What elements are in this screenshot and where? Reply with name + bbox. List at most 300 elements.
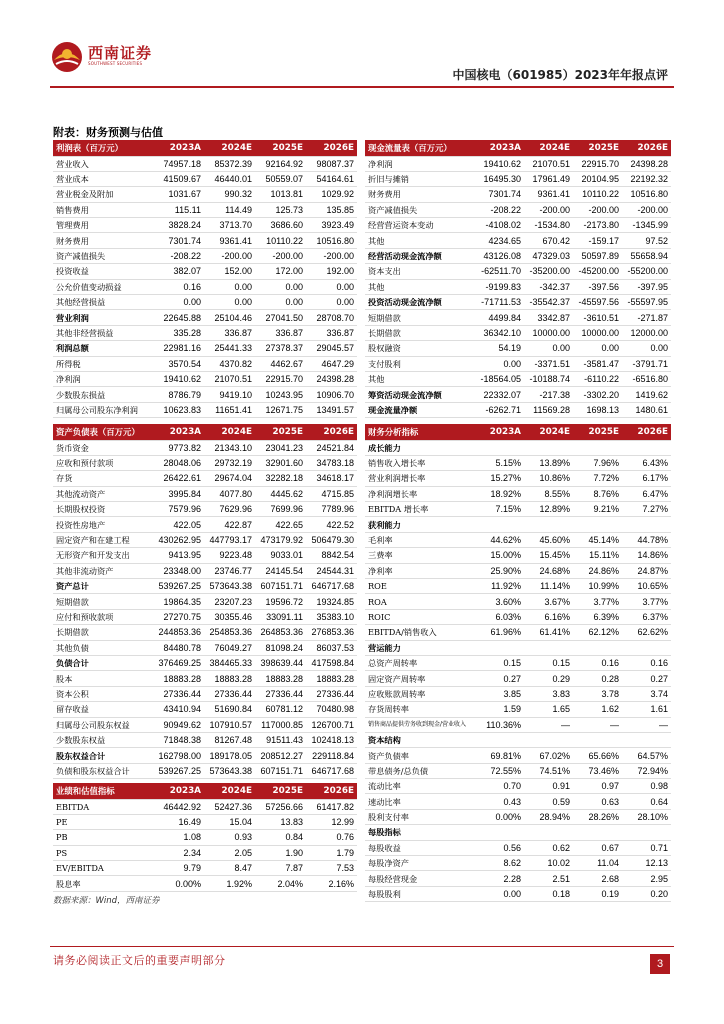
table-row <box>365 671 671 686</box>
cell-value <box>475 440 524 455</box>
cell-value: -2173.80 <box>573 218 622 233</box>
cell-value: 11651.41 <box>204 402 255 417</box>
table-row <box>365 471 671 486</box>
cell-value: 97.52 <box>622 233 671 248</box>
cell-value: 7301.74 <box>153 233 204 248</box>
cell-value: 4445.62 <box>255 486 306 501</box>
year-header: 2025E <box>573 424 622 440</box>
cell-value: — <box>573 717 622 732</box>
row-label: 应收账款周转率 <box>365 686 475 701</box>
table-row <box>53 218 357 233</box>
cell-value: 57256.66 <box>255 799 306 814</box>
cell-value: 107910.57 <box>204 717 255 732</box>
table-row <box>53 845 357 860</box>
cell-value: 67.02% <box>524 748 573 763</box>
table-row <box>53 702 357 717</box>
cell-value: -1345.99 <box>622 218 671 233</box>
cell-value: 12.99 <box>306 814 357 829</box>
row-label: 股东权益合计 <box>53 748 153 763</box>
cell-value: 76049.27 <box>204 640 255 655</box>
cell-value <box>622 440 671 455</box>
year-header: 2026E <box>622 140 671 156</box>
cell-value: -45597.56 <box>573 295 622 310</box>
table-row <box>53 455 357 470</box>
year-header: 2026E <box>306 424 357 440</box>
cell-value: 18.92% <box>475 486 524 501</box>
cell-value: 0.62 <box>524 840 573 855</box>
cell-value: 3.74 <box>622 686 671 701</box>
row-label: PB <box>53 830 153 845</box>
cell-value: -9199.83 <box>475 279 524 294</box>
cell-value: 32282.18 <box>255 471 306 486</box>
cell-value: -6516.80 <box>622 371 671 386</box>
table-title: 利润表（百万元） <box>53 140 153 156</box>
cell-value <box>524 732 573 747</box>
row-label: 每股经营现金 <box>365 871 475 886</box>
cell-value: 62.12% <box>573 625 622 640</box>
cell-value: 15.00% <box>475 548 524 563</box>
table-row <box>53 655 357 670</box>
cell-value: 0.15 <box>524 655 573 670</box>
cell-value: 0.00 <box>475 886 524 901</box>
cell-value: 23041.23 <box>255 440 306 455</box>
cell-value: 27336.44 <box>306 686 357 701</box>
cell-value: 54.19 <box>475 341 524 356</box>
cell-value: 473179.92 <box>255 532 306 547</box>
row-label: 净利润 <box>53 371 153 386</box>
table-row <box>53 402 357 417</box>
row-label: 总资产周转率 <box>365 655 475 670</box>
row-label: 资本结构 <box>365 732 475 747</box>
cell-value: 430262.95 <box>153 532 204 547</box>
table-row <box>53 563 357 578</box>
cell-value: 27336.44 <box>204 686 255 701</box>
cell-value: -200.00 <box>306 248 357 263</box>
cell-value: 6.03% <box>475 609 524 624</box>
row-label: 资产总计 <box>53 579 153 594</box>
cell-value: 23348.00 <box>153 563 204 578</box>
row-label: PE <box>53 814 153 829</box>
table-header-row <box>365 140 671 156</box>
cell-value: 54164.61 <box>306 171 357 186</box>
cell-value: 5.15% <box>475 455 524 470</box>
cell-value: 15.45% <box>524 548 573 563</box>
cell-value: -6110.22 <box>573 371 622 386</box>
row-label: 留存收益 <box>53 702 153 717</box>
cell-value: 28048.06 <box>153 455 204 470</box>
table-row <box>53 799 357 814</box>
cell-value: 72.94% <box>622 763 671 778</box>
cell-value: 91511.43 <box>255 732 306 747</box>
cell-value: 43410.94 <box>153 702 204 717</box>
cell-value: 15.11% <box>573 548 622 563</box>
table-row <box>365 310 671 325</box>
cell-value: 7699.96 <box>255 502 306 517</box>
table-row <box>365 233 671 248</box>
cell-value: 0.18 <box>524 886 573 901</box>
cell-value: 0.00 <box>204 279 255 294</box>
cell-value: 0.00 <box>204 295 255 310</box>
cell-value: 90949.62 <box>153 717 204 732</box>
cell-value: 7.15% <box>475 502 524 517</box>
table-row <box>53 325 357 340</box>
cell-value: 3995.84 <box>153 486 204 501</box>
cell-value: 4647.29 <box>306 356 357 371</box>
table-row <box>365 502 671 517</box>
cell-value: 41509.67 <box>153 171 204 186</box>
cell-value: 27270.75 <box>153 609 204 624</box>
cell-value: 23207.23 <box>204 594 255 609</box>
cell-value: 8.55% <box>524 486 573 501</box>
cell-value: 4370.82 <box>204 356 255 371</box>
cell-value: 22915.70 <box>573 156 622 171</box>
cell-value: 3.83 <box>524 686 573 701</box>
cell-value: 22915.70 <box>255 371 306 386</box>
cell-value: 27378.37 <box>255 341 306 356</box>
cell-value: 0.84 <box>255 830 306 845</box>
cell-value: 32901.60 <box>255 455 306 470</box>
cell-value: 30355.46 <box>204 609 255 624</box>
cell-value: 10000.00 <box>573 325 622 340</box>
table-row <box>365 748 671 763</box>
cell-value: 3686.60 <box>255 218 306 233</box>
cell-value: 43126.08 <box>475 248 524 263</box>
table-row <box>53 356 357 371</box>
cell-value: 8842.54 <box>306 548 357 563</box>
year-header: 2025E <box>255 783 306 799</box>
cell-value: 69.81% <box>475 748 524 763</box>
cell-value: 3570.54 <box>153 356 204 371</box>
cell-value: 2.16% <box>306 876 357 891</box>
table-title: 财务分析指标 <box>365 424 475 440</box>
row-label: 支付股利 <box>365 356 475 371</box>
cell-value: 34618.17 <box>306 471 357 486</box>
cell-value: 44.78% <box>622 532 671 547</box>
table-row <box>53 532 357 547</box>
cell-value: 1.65 <box>524 702 573 717</box>
valuation-table <box>53 783 357 892</box>
row-label: 投资性房地产 <box>53 517 153 532</box>
row-label: 长期借款 <box>365 325 475 340</box>
cell-value: 11569.28 <box>524 402 573 417</box>
table-row <box>53 625 357 640</box>
cell-value: 0.00 <box>622 341 671 356</box>
cell-value: 24.87% <box>622 563 671 578</box>
row-label: 固定资产和在建工程 <box>53 532 153 547</box>
cell-value: 60781.12 <box>255 702 306 717</box>
cell-value: 276853.36 <box>306 625 357 640</box>
cell-value: -200.00 <box>204 248 255 263</box>
row-label: 获利能力 <box>365 517 475 532</box>
row-label: 财务费用 <box>365 187 475 202</box>
company-logo <box>50 40 180 74</box>
cell-value: 11.14% <box>524 579 573 594</box>
cell-value: 6.47% <box>622 486 671 501</box>
row-label: 短期借款 <box>365 310 475 325</box>
table-row <box>365 371 671 386</box>
row-label: ROIC <box>365 609 475 624</box>
logo-subtitle: SOUTHWEST SECURITIES <box>88 61 143 66</box>
row-label: 净利润增长率 <box>365 486 475 501</box>
cell-value: 8.76% <box>573 486 622 501</box>
cell-value: 13.83 <box>255 814 306 829</box>
row-label: 股本 <box>53 671 153 686</box>
table-row <box>365 732 671 747</box>
cell-value: 22192.32 <box>622 171 671 186</box>
cell-value: 336.87 <box>255 325 306 340</box>
cell-value: -62511.70 <box>475 264 524 279</box>
cell-value <box>475 517 524 532</box>
cell-value: 115.11 <box>153 202 204 217</box>
row-label: 每股收益 <box>365 840 475 855</box>
header-divider <box>50 86 674 88</box>
table-row <box>365 248 671 263</box>
cell-value: 23746.77 <box>204 563 255 578</box>
cell-value: 1.59 <box>475 702 524 717</box>
row-label: 股息率 <box>53 876 153 891</box>
cell-value: 4715.85 <box>306 486 357 501</box>
cell-value: 9419.10 <box>204 387 255 402</box>
cell-value: -159.17 <box>573 233 622 248</box>
cell-value: 7.53 <box>306 861 357 876</box>
cell-value: 264853.36 <box>255 625 306 640</box>
row-label: 每股股利 <box>365 886 475 901</box>
cell-value <box>622 825 671 840</box>
cell-value: 7301.74 <box>475 187 524 202</box>
cell-value: 24544.31 <box>306 563 357 578</box>
table-row <box>53 471 357 486</box>
cell-value: 0.71 <box>622 840 671 855</box>
row-label: 应收和预付款项 <box>53 455 153 470</box>
cell-value: 573643.38 <box>204 579 255 594</box>
cell-value: -342.37 <box>524 279 573 294</box>
row-label: 销售收入增长率 <box>365 455 475 470</box>
cell-value: 422.52 <box>306 517 357 532</box>
cell-value: 3.85 <box>475 686 524 701</box>
cell-value: 2.68 <box>573 871 622 886</box>
cell-value: 3342.87 <box>524 310 573 325</box>
row-label: 其他负债 <box>53 640 153 655</box>
cell-value: 24145.54 <box>255 563 306 578</box>
cell-value: 10.02 <box>524 856 573 871</box>
cell-value: 0.63 <box>573 794 622 809</box>
row-label: 销售费用 <box>53 202 153 217</box>
cell-value: 7.27% <box>622 502 671 517</box>
disclaimer-notice: 请务必阅读正文后的重要声明部分 <box>53 954 226 967</box>
cell-value: 28.94% <box>524 809 573 824</box>
cell-value: 0.43 <box>475 794 524 809</box>
table-row <box>365 295 671 310</box>
cell-value: -271.87 <box>622 310 671 325</box>
page-number: 3 <box>650 954 670 974</box>
cell-value: 10110.22 <box>573 187 622 202</box>
cell-value: 72.55% <box>475 763 524 778</box>
cell-value: 11.04 <box>573 856 622 871</box>
cell-value: 0.16 <box>153 279 204 294</box>
table-row <box>365 871 671 886</box>
table-row <box>53 686 357 701</box>
table-row <box>365 779 671 794</box>
table-row <box>53 517 357 532</box>
row-label: 利润总额 <box>53 341 153 356</box>
table-row <box>365 202 671 217</box>
cell-value: 24521.84 <box>306 440 357 455</box>
cell-value: -200.00 <box>573 202 622 217</box>
cell-value: 1029.92 <box>306 187 357 202</box>
cell-value: 172.00 <box>255 264 306 279</box>
cell-value: -3302.20 <box>573 387 622 402</box>
cell-value: 376469.25 <box>153 655 204 670</box>
cell-value: 254853.36 <box>204 625 255 640</box>
cell-value: 71848.38 <box>153 732 204 747</box>
table-row <box>53 156 357 171</box>
row-label: 营运能力 <box>365 640 475 655</box>
table-row <box>365 402 671 417</box>
cell-value: 9.79 <box>153 861 204 876</box>
cell-value: 189178.05 <box>204 748 255 763</box>
cell-value: 3.77% <box>573 594 622 609</box>
cell-value: 64.57% <box>622 748 671 763</box>
cell-value: 46440.01 <box>204 171 255 186</box>
cell-value: 81267.48 <box>204 732 255 747</box>
row-label: 负债合计 <box>53 655 153 670</box>
cell-value: -35200.00 <box>524 264 573 279</box>
row-label: 经营营运资本变动 <box>365 218 475 233</box>
cell-value: 24.86% <box>573 563 622 578</box>
row-label: 少数股东权益 <box>53 732 153 747</box>
income-statement-table <box>53 140 357 418</box>
cell-value: 10.86% <box>524 471 573 486</box>
year-header: 2026E <box>306 140 357 156</box>
cell-value <box>475 825 524 840</box>
year-header: 2023A <box>153 424 204 440</box>
table-row <box>365 579 671 594</box>
table-row <box>53 579 357 594</box>
cell-value: 18883.28 <box>255 671 306 686</box>
cell-value: 7629.96 <box>204 502 255 517</box>
cell-value: 117000.85 <box>255 717 306 732</box>
cell-value: 0.20 <box>622 886 671 901</box>
cell-value: 65.66% <box>573 748 622 763</box>
row-label: EBITDA <box>53 799 153 814</box>
cell-value: 47329.03 <box>524 248 573 263</box>
year-header: 2024E <box>524 424 573 440</box>
table-row <box>53 264 357 279</box>
cell-value: -6262.71 <box>475 402 524 417</box>
row-label: EV/EBITDA <box>53 861 153 876</box>
table-row <box>53 640 357 655</box>
table-row <box>53 295 357 310</box>
cell-value: 1419.62 <box>622 387 671 402</box>
row-label: 毛利率 <box>365 532 475 547</box>
cell-value: 52427.36 <box>204 799 255 814</box>
cell-value: 62.62% <box>622 625 671 640</box>
row-label: 投资活动现金流净额 <box>365 295 475 310</box>
cell-value: 70480.98 <box>306 702 357 717</box>
row-label: 经营活动现金流净额 <box>365 248 475 263</box>
cell-value: 86037.53 <box>306 640 357 655</box>
cell-value: 73.46% <box>573 763 622 778</box>
cell-value: 3.78 <box>573 686 622 701</box>
cell-value: 84480.78 <box>153 640 204 655</box>
cell-value: 3.60% <box>475 594 524 609</box>
row-label: 每股净资产 <box>365 856 475 871</box>
row-label: 归属母公司股东净利润 <box>53 402 153 417</box>
table-row <box>365 264 671 279</box>
cell-value: 2.95 <box>622 871 671 886</box>
cell-value: -35542.37 <box>524 295 573 310</box>
row-label: 资本支出 <box>365 264 475 279</box>
table-row <box>53 594 357 609</box>
cell-value: 85372.39 <box>204 156 255 171</box>
row-label: 带息债务/总负债 <box>365 763 475 778</box>
row-label: 其他 <box>365 233 475 248</box>
row-label: 营业利润增长率 <box>365 471 475 486</box>
cell-value: 9773.82 <box>153 440 204 455</box>
cell-value: 125.73 <box>255 202 306 217</box>
table-row <box>365 702 671 717</box>
cell-value: 13.89% <box>524 455 573 470</box>
cell-value: 10243.95 <box>255 387 306 402</box>
cell-value: 3828.24 <box>153 218 204 233</box>
cell-value: 1.92% <box>204 876 255 891</box>
cell-value: 6.37% <box>622 609 671 624</box>
row-label: 筹资活动现金流净额 <box>365 387 475 402</box>
table-row <box>53 548 357 563</box>
cell-value: 607151.71 <box>255 763 306 778</box>
cell-value: 2.04% <box>255 876 306 891</box>
row-label: 其他 <box>365 279 475 294</box>
financial-analysis-table <box>365 424 671 902</box>
cell-value: 8.62 <box>475 856 524 871</box>
cell-value: 0.15 <box>475 655 524 670</box>
row-label: 营业收入 <box>53 156 153 171</box>
table-row <box>53 486 357 501</box>
year-header: 2025E <box>255 424 306 440</box>
table-row <box>53 202 357 217</box>
cell-value: -71711.53 <box>475 295 524 310</box>
table-row <box>365 825 671 840</box>
cell-value: 1013.81 <box>255 187 306 202</box>
cell-value: 18883.28 <box>306 671 357 686</box>
cell-value: 0.00 <box>306 279 357 294</box>
cell-value: 335.28 <box>153 325 204 340</box>
cell-value: 422.87 <box>204 517 255 532</box>
table-row <box>53 763 357 778</box>
cell-value <box>475 732 524 747</box>
table-title: 现金流量表（百万元） <box>365 140 475 156</box>
cell-value: 2.34 <box>153 845 204 860</box>
cell-value: 19596.72 <box>255 594 306 609</box>
cell-value: 162798.00 <box>153 748 204 763</box>
cell-value: 16.49 <box>153 814 204 829</box>
table-row <box>53 502 357 517</box>
row-label: 少数股东损益 <box>53 387 153 402</box>
cell-value: 51690.84 <box>204 702 255 717</box>
cell-value: 3.77% <box>622 594 671 609</box>
cell-value: 15.04 <box>204 814 255 829</box>
cell-value: -200.00 <box>255 248 306 263</box>
year-header: 2024E <box>204 424 255 440</box>
cell-value: 25.90% <box>475 563 524 578</box>
cell-value <box>524 825 573 840</box>
cell-value: -4108.02 <box>475 218 524 233</box>
cell-value: 0.91 <box>524 779 573 794</box>
year-header: 2024E <box>524 140 573 156</box>
row-label: 资产负债率 <box>365 748 475 763</box>
cell-value: 21070.51 <box>204 371 255 386</box>
cell-value: 26422.61 <box>153 471 204 486</box>
